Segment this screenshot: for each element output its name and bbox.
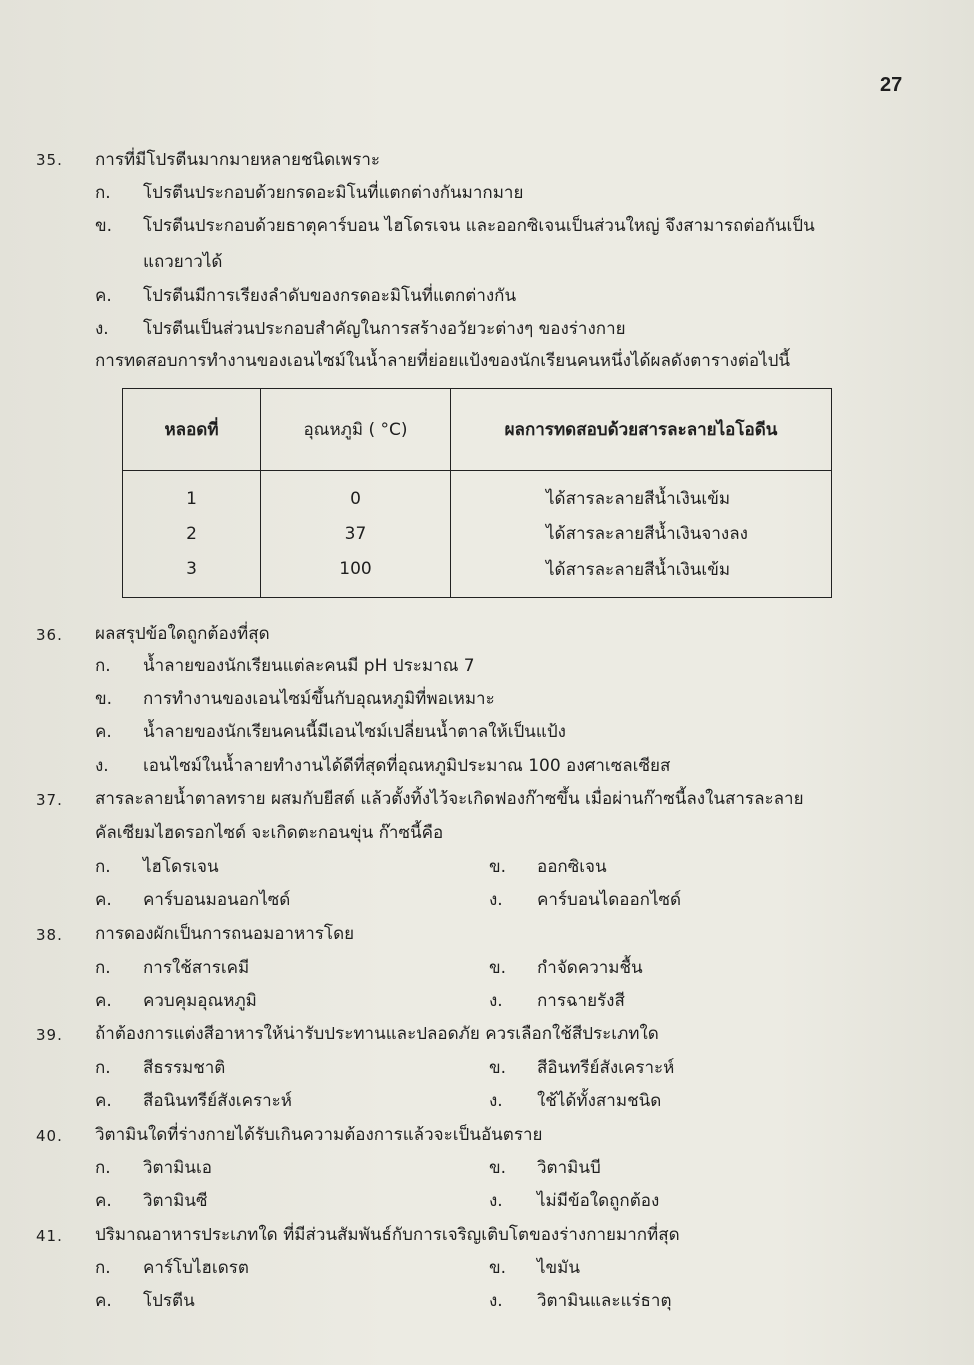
choice-a: ก. คาร์โบไฮเดรต [95,1258,249,1278]
choice-b: ข. ไขมัน [489,1258,580,1278]
question-number: 38. [36,926,63,944]
choice-a: ก. การใช้สารเคมี [95,958,250,978]
question-number: 41. [36,1227,63,1245]
choice-a: ก. ไฮโดรเจน [95,857,219,877]
table-intro: การทดสอบการทำงานของเอนไซม์ในน้ำลายที่ย่อยแป้งของนักเรียนคนหนึ่งได้ผลดังตารางต่อไปนี้ [95,351,791,371]
question-text: สารละลายน้ำตาลทราย ผสมกับยีสต์ แล้วตั้งทิ้งไว้จะเกิดฟองก๊าซขึ้น เมื่อผ่านก๊าซนี้ลงในสารละลาย [95,789,804,809]
table-row: 2 37 ได้สารละลายสีน้ำเงินจางลง [123,516,832,551]
choice-a: ก. สีธรรมชาติ [95,1058,226,1078]
choice-a: ก. โปรตีนประกอบด้วยกรดอะมิโนที่แตกต่างกันมากมาย [95,183,524,203]
header-tube: หลอดที่ [123,389,261,471]
choice-c: ค. วิตามินซี [95,1191,208,1211]
choice-c: ค. คาร์บอนมอนอกไซด์ [95,890,291,910]
question-number: 35. [36,151,63,169]
choice-b: ข. โปรตีนประกอบด้วยธาตุคาร์บอน ไฮโดรเจน และออกซิเจนเป็นส่วนใหญ่ จึงสามารถต่อกันเป็น [95,216,815,236]
question-text: ผลสรุปข้อใดถูกต้องที่สุด [95,624,270,644]
choice-b: ข. การทำงานของเอนไซม์ขึ้นกับอุณหภูมิที่พอเหมาะ [95,689,495,709]
table-header-row [123,389,832,471]
question-text: วิตามินใดที่ร่างกายได้รับเกินความต้องการแล้วจะเป็นอันตราย [95,1125,543,1145]
question-text: การที่มีโปรตีนมากมายหลายชนิดเพราะ [95,150,381,170]
question-number: 39. [36,1026,63,1044]
page-number: 27 [880,74,903,96]
choice-b: ข. สีอินทรีย์สังเคราะห์ [489,1058,675,1078]
choice-d: ง. คาร์บอนไดออกไซด์ [489,890,682,910]
choice-c: ค. โปรตีนมีการเรียงลำดับของกรดอะมิโนที่แตกต่างกัน [95,286,517,306]
choice-c: ค. โปรตีน [95,1291,195,1311]
choice-d: ง. วิตามินและแร่ธาตุ [489,1291,672,1311]
question-number: 37. [36,791,63,809]
choice-c: ค. น้ำลายของนักเรียนคนนี้มีเอนไซม์เปลี่ยนน้ำตาลให้เป็นแป้ง [95,722,566,742]
choice-d: ง. ไม่มีข้อใดถูกต้อง [489,1191,660,1211]
choice-a: ก. น้ำลายของนักเรียนแต่ละคนมี pH ประมาณ 7 [95,656,475,676]
choice-d: ง. โปรตีนเป็นส่วนประกอบสำคัญในการสร้างอวัยวะต่างๆ ของร่างกาย [95,319,626,339]
choice-d: ง. ใช้ได้ทั้งสามชนิด [489,1091,662,1111]
choice-c: ค. ควบคุมอุณหภูมิ [95,991,257,1011]
question-text: ปริมาณอาหารประเภทใด ที่มีส่วนสัมพันธ์กับการเจริญเติบโตของร่างกายมากที่สุด [95,1225,680,1245]
table-row: 1 0 ได้สารละลายสีน้ำเงินเข้ม [123,481,832,516]
question-number: 36. [36,626,63,644]
choice-b: ข. ออกซิเจน [489,857,607,877]
choice-b: ข. วิตามินบี [489,1158,601,1178]
results-table [122,388,832,598]
question-number: 40. [36,1127,63,1145]
choice-d: ง. เอนไซม์ในน้ำลายทำงานได้ดีที่สุดที่อุณหภูมิประมาณ 100 องศาเซลเซียส [95,756,671,776]
header-result: ผลการทดสอบด้วยสารละลายไอโอดีน [451,389,832,471]
question-text: ถ้าต้องการแต่งสีอาหารให้น่ารับประทานและปลอดภัย ควรเลือกใช้สีประเภทใด [95,1024,659,1044]
question-text: การดองผักเป็นการถนอมอาหารโดย [95,924,355,944]
header-temperature: อุณหภูมิ ( °C) [261,389,451,471]
choice-b-continued: แถวยาวได้ [143,252,223,272]
choice-c: ค. สีอนินทรีย์สังเคราะห์ [95,1091,292,1111]
table-row: 3 100 ได้สารละลายสีน้ำเงินเข้ม [123,552,832,587]
choice-d: ง. การฉายรังสี [489,991,625,1011]
choice-b: ข. กำจัดความชื้น [489,958,643,978]
question-text-continued: คัลเซียมไฮดรอกไซด์ จะเกิดตะกอนขุ่น ก๊าซนี้คือ [95,823,444,843]
choice-a: ก. วิตามินเอ [95,1158,212,1178]
